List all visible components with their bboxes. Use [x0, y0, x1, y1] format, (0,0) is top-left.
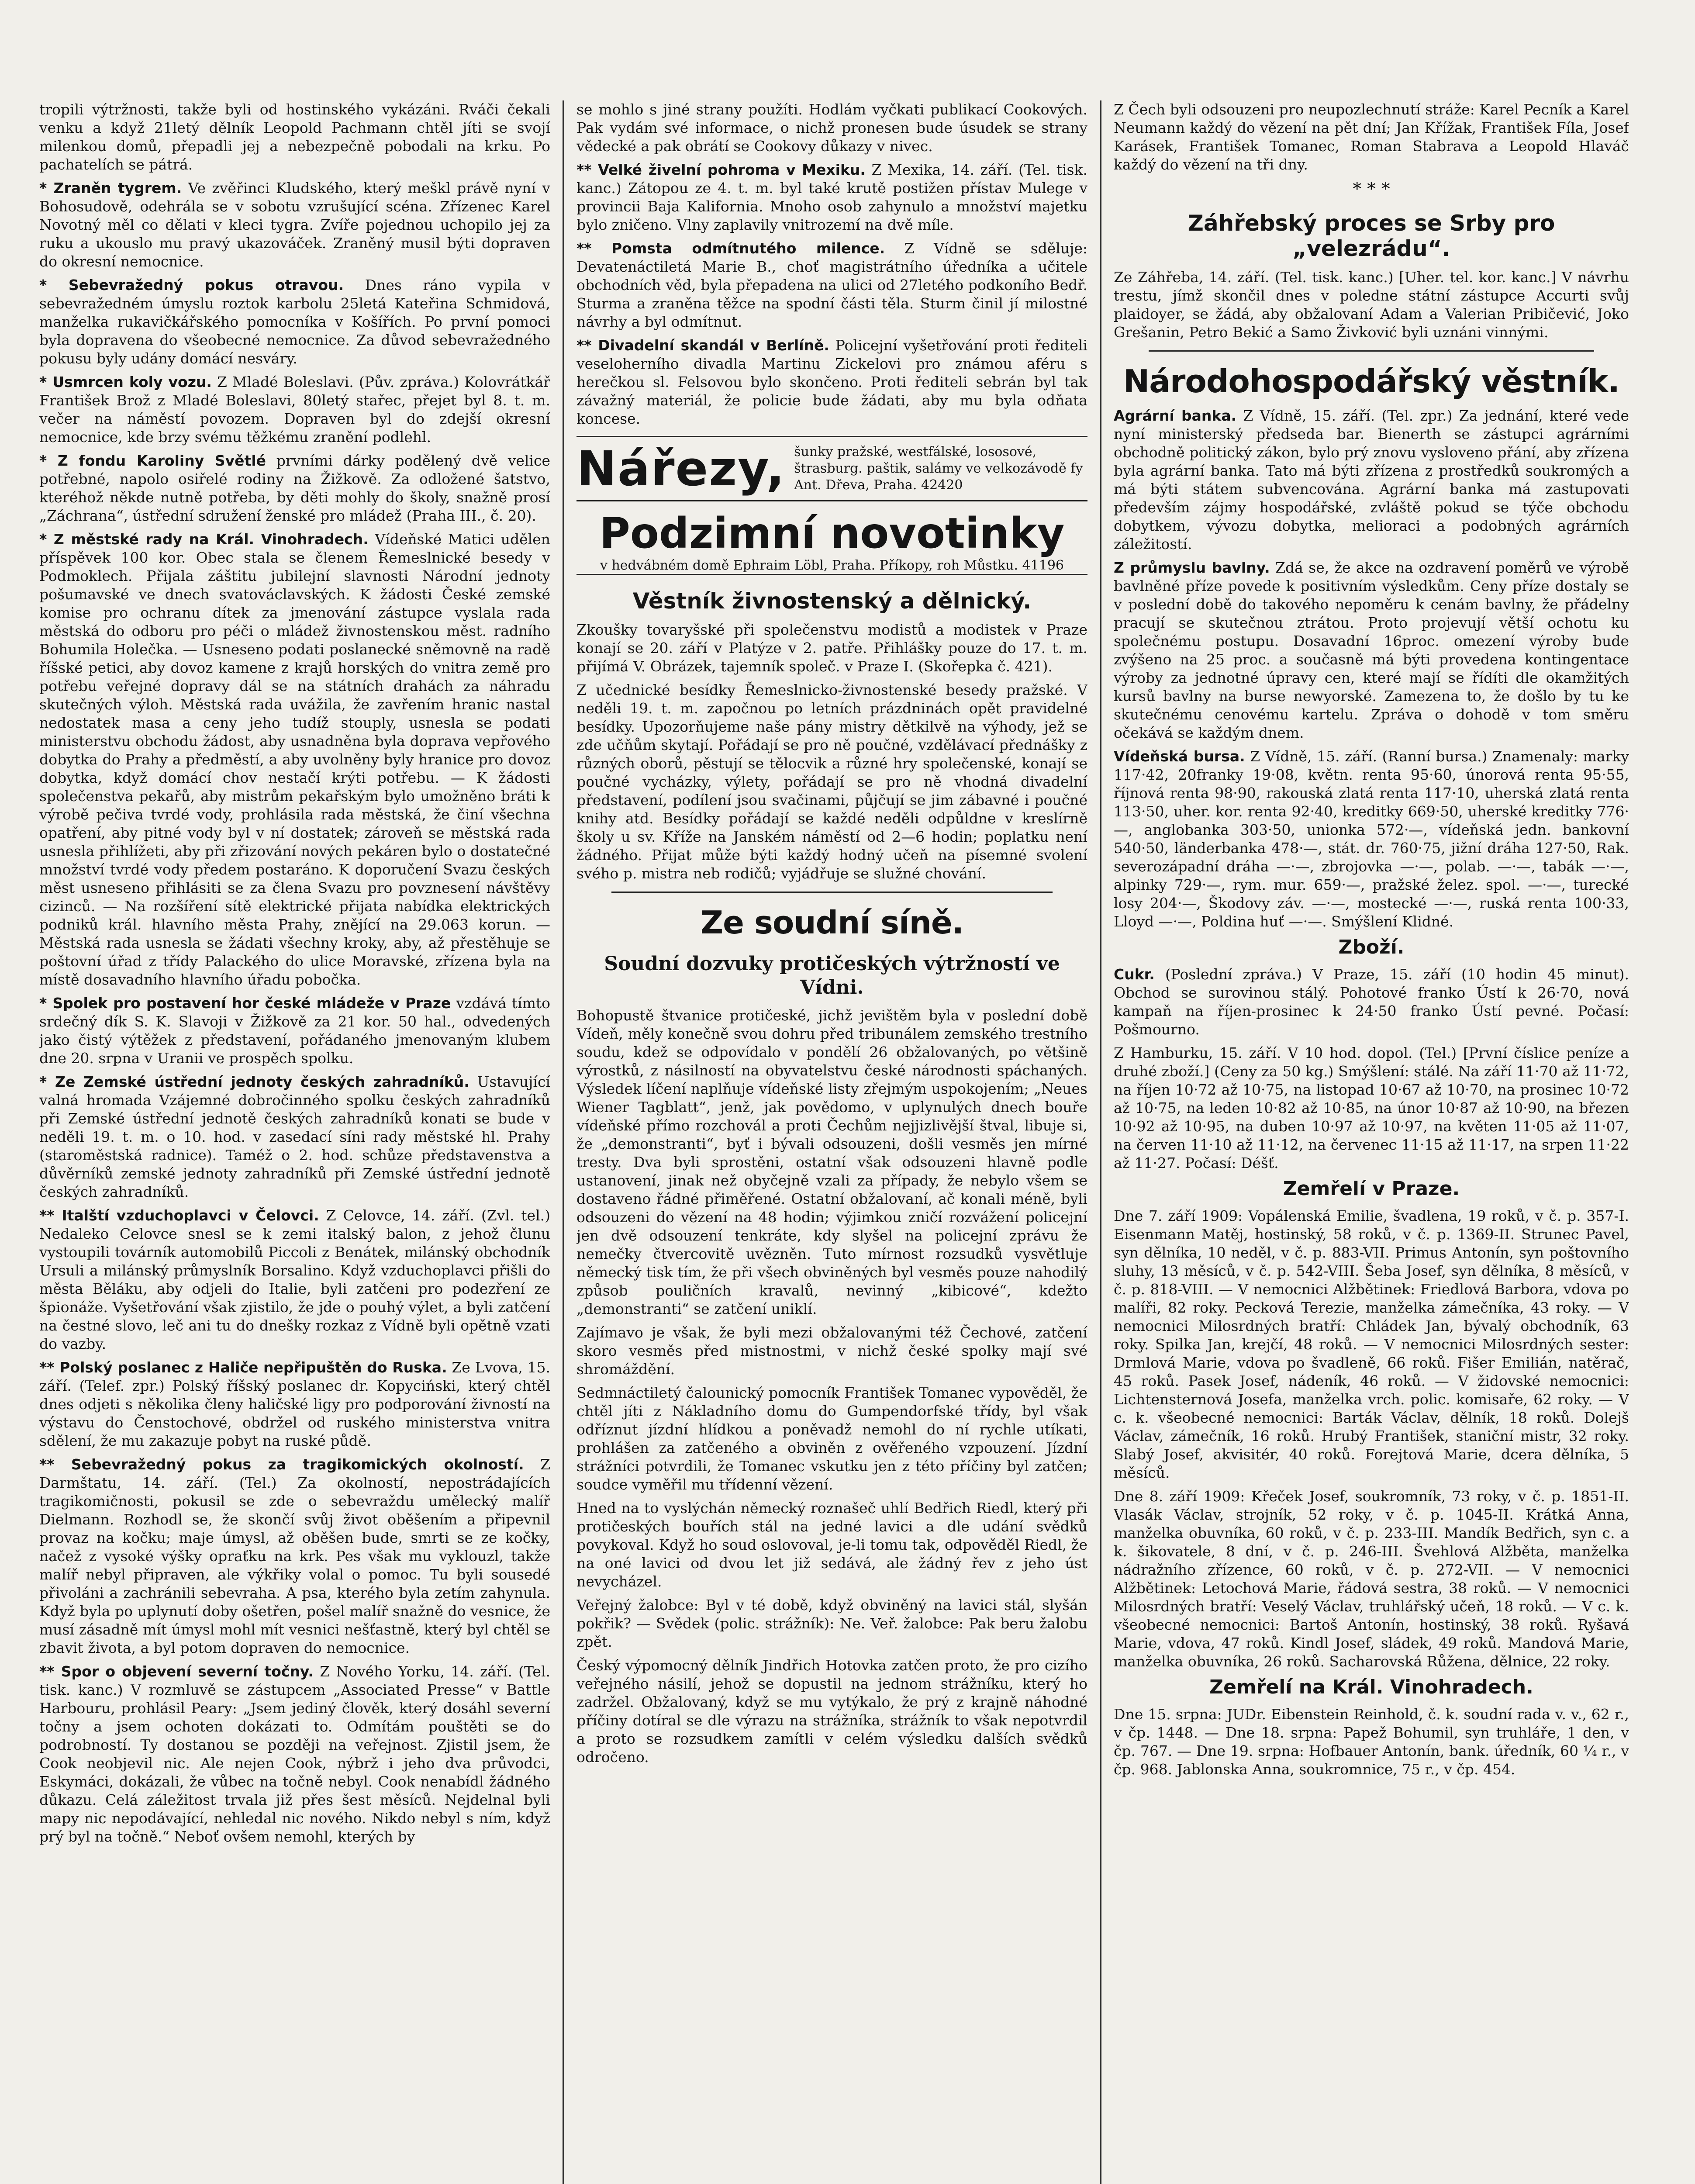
article-paragraph	[39, 530, 550, 989]
article-paragraph	[39, 179, 550, 271]
article-kicker: * Zraněn tygrem.	[39, 180, 182, 197]
article-heading: Soudní dozvuky protičeských výtržností ve Vídni.	[604, 953, 1060, 999]
article-text: vzdává tímto srdečný dík S. K. Slavoji v Žižkově za 21 kor. 50 hal., odvedených jako čistý výtěžek z představení, pořádaného jmenovaným klubem dne 20. srpna v Uranii ve prospěch spolku.	[39, 995, 550, 1067]
article-text: Z Mladé Boleslavi. (Pův. zpráva.) Kolovrátkář František Brož z Mladé Boleslavi, 80letý stařec, přejet byl 8. t. m. večer na náměstí povozem. Dopraven byl do zdejší okresní nemocnice, kde brzy svému těžkému zranění podlehl.	[39, 373, 550, 446]
article-kicker: Vídeňská bursa.	[1114, 748, 1245, 765]
article-kicker: ** Velké živelní pohroma v Mexiku.	[577, 161, 866, 178]
article-paragraph: se mohlo s jiné strany použíti. Hodlám vyčkati publikací Cookových. Pak vydám své informace, o nichž pronesen bude úsudek se strany vědecké a pak obrátí se Cookovy důkazy v nivec.	[577, 101, 1087, 155]
article-paragraph: Zajímavo je však, že byli mezi obžalovanými též Čechové, zatčení skoro vesměs před mistnostmi, v nichž české spolky mají své shromáždění.	[577, 1324, 1087, 1378]
section-heading: Ze soudní síně.	[700, 904, 964, 941]
article-kicker: * Z fondu Karoliny Světlé	[39, 452, 266, 469]
article-text: prvními dárky podělený dvě velice potřebné, napolo osiřelé rodiny na Žižkově. Za odložené šatstvo, kteréhož někde nutně potřeba, by děti mohly do školy, snažně prosí „Záchrana“, ústřední sdružení ženské pro mládež (Praha III., č. 20).	[39, 452, 550, 524]
article-kicker: Cukr.	[1114, 966, 1155, 983]
article-paragraph: Dne 8. září 1909: Křeček Josef, soukromník, 73 roky, v č. p. 1851-II. Vlasák Václav, strojník, 52 roky, v č. p. 1045-II. Krátká Anna, manželka obuvníka, 60 roků, v č. p. 233-III. Mandík Bedřich, syn c. a k. šikovatele, 8 dní, v č. p. 246-III. Švehlová Alžběta, manželka nádražního zřízence, 60 roků, v č. p. 272-VII. — V nemocnici Alžbětinek: Letochová Marie, řádová sestra, 38 roků. — V nemocnici Milosrdných bratří: Veselý Václav, truhlářský učeň, 18 roků. — V c. k. všeobecné nemocnici: Bartoš Antonín, hostinský, 38 roků. Ryšavá Marie, vdova, 47 roků. Kindl Josef, sládek, 49 roků. Mandová Marie, manželka obuvníka, 26 roků. Sacharovská Růžena, dělnice, 22 roky.	[1114, 1488, 1629, 1670]
section-heading: Zboží.	[1338, 936, 1405, 958]
article-kicker: Agrární banka.	[1114, 407, 1237, 424]
article-kicker: * Sebevražedný pokus otravou.	[39, 276, 344, 294]
article-paragraph	[577, 239, 1087, 331]
article-paragraph: Ze Záhřeba, 14. září. (Tel. tisk. kanc.) [Uher. tel. kor. kanc.] V návrhu trestu, jímž skončil dnes v poledne státní zástupce Accurti svůj plaidoyer, se žádá, aby obžalovaní Adam a Valerian Pribičević, Joko Grešanin, Petro Bekić a Samo Živković byli uznáni vinnými.	[1114, 269, 1629, 341]
article-paragraph: Dne 15. srpna: JUDr. Eibenstein Reinhold, č. k. soudní rada v. v., 62 r., v čp. 1448. — Dne 18. srpna: Papež Bohumil, syn truhláře, 1 den, v čp. 767. — Dne 19. srpna: Hofbauer Antonín, bank. úředník, 60 ¼ r., v čp. 968. Jablonska Anna, soukromnice, 75 r., v čp. 454.	[1114, 1706, 1629, 1778]
article-text: Z Mexika, 14. září. (Tel. tisk. kanc.) Zátopou ze 4. t. m. byl také krutě postižen přístav Mulege v provincii Baja Kalifornia. Mnoho osob zahynulo a množství majetku bylo zničeno. Vlny zaplavily vnitrozemí na dvě míle.	[577, 161, 1087, 233]
ad-text: šunky pražské, westfálské, lososové, štrasburg. paštik, salámy ve velkozávodě fy Ant. Dřeva, Praha. 42420	[794, 444, 1083, 493]
article-kicker: ** Divadelní skandál v Berlíně.	[577, 337, 829, 354]
article-paragraph: Bohopustě štvanice protičeské, jichž jevištěm byla v poslední době Vídeň, měly konečně svou dohru před tribunálem zemského trestního soudu, kdež se odpovídalo v pondělí 26 obžalovaných, po většině výrostků, z násilností na obyvatelstvu české národnosti spáchaných. Výsledek líčení naplňuje vídeňské listy zřejmým uspokojením; „Neues Wiener Tagblatt“, jenž, jak povědomo, v uplynulých dnech bouře vídeňské přímo rozchovál a proti Čechům nejjizlivější štval, libuje si, že „demonstranti“, byť i bývali odsouzeni, došli vesměs jen mírné tresty. Dva byli sprostěni, ostatní však odsouzeni hlavně podle ustanovení, jinak než obyčejně vzali za případy, že nebylo všem se dostaveno řádné přiměřené. Ostatní obžalovaní, ač konali méně, byli odsouzeni do vězení na 48 hodin; výjimkou zničí rozvážení policejní jen dvě odsouzení tenkráte, kdy slyšel na policejní zprávu že nemečky čtvercovitě uvězněn. Tuto mírnost rozsudků vysvětluje německý tisk tím, že při všech obviněných byl vesměs pouze nahodilý způsob pouličních kravalů, nevinný „kibicové“, kdežto „demonstranti“ se zatčení uniklí.	[577, 1007, 1087, 1317]
article-paragraph	[39, 276, 550, 368]
separator-stars: * * *	[1353, 179, 1390, 199]
section-heading: Věstník živnostenský a dělnický.	[632, 588, 1032, 614]
article-paragraph: Český výpomocný dělník Jindřich Hotovka zatčen proto, že pro cizího veřejného násilí, jehož se dopustil na jednom strážníku, který ho zadržel. Obžalovaný, když se mu vytýkalo, že prý z krajně náhodné příčiny dotíral se dle výrazu na strážníka, strážník to však nepotvrdil a proto se rozsudkem zamítli v celém výsledku dalších svědků odročeno.	[577, 1657, 1087, 1766]
article-kicker: * Spolek pro postavení hor české mládeže v Praze	[39, 995, 451, 1012]
divider	[611, 892, 1053, 893]
article-text: Z Vídně, 15. září. (Tel. zpr.) Za jednání, které vede nyní ministerský předseda bar. Bienerth se zástupci agrárními obchodně politický zákon, bylo prý znovu vysloveno přání, aby zřízena byla agrární banka. Tato má býti zřízena z prostředků soukromých a má býti státem subvencována. Agrární banka má zastupovati především zájmy hospodářské, zvláště pokud se týče obchodu dobytkem, vývozu dobytka, melioraci a podobných agrárních záležitostí.	[1114, 407, 1629, 553]
article-text: Policejní vyšetřování proti řediteli veseloherního divadla Martinu Zickelovi pro známou aféru s herečkou sl. Felsovou bylo skončeno. Proti řediteli sebrán byl tak závažný materiál, že policie bude žádati, aby mu byla odňata koncese.	[577, 337, 1087, 427]
article-paragraph: Veřejný žalobce: Byl v té době, když obviněný na lavici stál, slyšán pokřik? — Svědek (polic. strážník): Ne. Veř. žalobce: Pak beru žalobu zpět.	[577, 1597, 1087, 1650]
divider	[1149, 350, 1594, 352]
article-paragraph	[1114, 747, 1629, 931]
column-left	[39, 100, 550, 2184]
newspaper-page	[31, 100, 1686, 2184]
article-kicker: * Ze Zemské ústřední jednoty českých zahradníků.	[39, 1073, 469, 1090]
article-paragraph: Z Hamburku, 15. září. V 10 hod. dopol. (Tel.) [První číslice peníze a druhé zboží.] (Ceny za 50 kg.) Smýšlení: stálé. Na září 11·70 až 11·72, na říjen 10·72 až 10·75, na listopad 10·67 až 10·70, na prosinec 10·72 až 10·75, na leden 10·82 až 10·85, na únor 10·87 až 10·90, na březen 10·92 až 10·95, na duben 10·97 až 10·97, na květen 11·05 až 11·07, na červen 11·10 až 11·12, na červenec 11·15 až 11·17, na srpen 11·22 až 11·27. Počasí: Déšť.	[1114, 1044, 1629, 1171]
column-middle	[577, 100, 1087, 2184]
article-paragraph: Sedmnáctiletý čalounický pomocník František Tomanec vypověděl, že chtěl jíti z Nákladního domu do Gumpendorfské třídy, byl však odříznut jízdní hlídkou a poněvadž nemohl do ní rychle utíkati, prohlášen za zatčeného a obviněn z ověřeného vzpouzení. Jízdní strážníci potvrdili, že Tomanec vskutku jen z této příčiny byl zatčen; soudce vyměřil mu třídenní vězení.	[577, 1384, 1087, 1493]
column-rule	[1100, 100, 1101, 2184]
article-text: Vídeňské Matici udělen příspěvek 100 kor. Obec stala se členem Řemeslnické besedy v Podmoklech. Přijala záštitu jubilejní slavnosti Národní jednoty pošumavské ve dnech svatováclavských. K žádosti České zemské komise pro ochranu dítek za jmenování zástupce vyslala rada městská do odboru pro péči o mládež živnostenskou měst. radního Bohumila Holečka. — Usneseno podati poslanecké sněmovně na radě říšské petici, aby dovoz kamene z krajů horských do vnitra země pro potřebu veřejné dopravy dál se na státních drahách za náhradu skutečných výloh. Městská rada uvážila, že zavřením hranic nastal nedostatek masa a ceny jeho tudíž stouply, usnesla se podati ministerstvu obchodu žádost, aby usnadněna byla doprava vepřového dobytka do Prahy a předměstí, a aby uvolněny byly hranice pro dovoz dobytka, když domácí chov nestačí krýti potřebu. — K žádosti společenstva pekařů, aby mistrům pekařským bylo umožněno bráti k výrobě pečiva tvrdé vody, prohlásila rada městská, že činí všechna opatření, aby pitné vody byl v ní dostatek; zároveň se městská rada usnesla přihlížeti, aby při zřizování nových pekáren bylo o dostatečné množství tvrdé vody předem postaráno. K doporučení Svazu českých měst usneseno přihlásiti se za člena Svazu pro povznesení návštěvy cizinců. — Na rozšíření sítě elektrické přijata nabídka elektrických podniků král. hlavního města Prahy, znějící na 29.063 korun. — Městská rada usnesla se žádati všechny kroky, aby, až přestěhuje se poštovní úřad z třídy Palackého do ulice Moravské, zřízena byla na místě dosavadního hlavního úřadu pobočka.	[39, 531, 550, 988]
article-paragraph	[1114, 965, 1629, 1039]
article-text: Ve zvěřinci Kludského, který meškl právě nyní v Bohosudově, odehrála se v sobotu vzrušující scéna. Zřízenec Karel Novotný měl co dělati v kleci tygra. Zvíře pojednou uchopilo jej za ruku a ukouslo mu pravý ukazováček. Zraněný musil býti dopraven do okresní nemocnice.	[39, 180, 550, 270]
advertisement-podzimni	[577, 509, 1087, 575]
article-kicker: * Z městské rady na Král. Vinohradech.	[39, 531, 369, 548]
article-kicker: * Usmrcen koly vozu.	[39, 373, 212, 390]
article-kicker: ** Sebevražedný pokus za tragikomických okolností.	[39, 1456, 524, 1473]
ad-text: v hedvábném domě Ephraim Löbl, Praha. Příkopy, roh Můstku. 41196	[600, 558, 1064, 573]
article-paragraph	[1114, 559, 1629, 742]
article-paragraph	[577, 161, 1087, 234]
article-paragraph: Dne 7. září 1909: Vopálenská Emilie, švadlena, 19 roků, v č. p. 357-I. Eisenmann Matěj, hostinský, 58 roků, v č. p. 1369-II. Strunec Pavel, syn dělníka, 10 neděl, v č. p. 883-VII. Primus Antonín, syn poštovního sluhy, 13 měsíců, v č. p. 542-VIII. Šeba Josef, syn dělníka, 8 měsíců, v č. p. 818-VIII. — V nemocnici Alžbětinek: Friedlová Barbora, vdova po malíři, 82 roky. Pecková Terezie, manželka zámečníka, 43 roky. — V nemocnici Milosrdných bratří: Chládek Jan, bývalý obchodník, 63 roky. Spilka Jan, krejčí, 48 roků. — V nemocnici Milosrdných sester: Drmlová Marie, vdova po švadleně, 66 roků. Fišer Emilián, natěrač, 45 roků. Pasek Josef, nádeník, 46 roků. — V židovské nemocnici: Lichtensternová Josefa, manželka vrch. polic. komisaře, 62 roky. — V c. k. všeobecné nemocnici: Barták Václav, dělník, 18 roků. Dolejš Václav, zámečník, 16 roků. Hrubý František, staniční mistr, 32 roky. Slabý Josef, akvisitér, 40 roků. Forejtová Marie, dcera dělníka, 5 měsíců.	[1114, 1207, 1629, 1481]
column-rule	[563, 100, 564, 2184]
ad-headline: Nářezy,	[577, 441, 786, 497]
article-paragraph	[39, 1358, 550, 1450]
article-heading: Záhřebský proces se Srby pro „velezrádu“.	[1188, 211, 1555, 261]
ad-headline: Podzimní novotinky	[599, 509, 1065, 558]
section-heading: Národohospodářský věstník.	[1123, 363, 1619, 400]
article-paragraph: Z Čech byli odsouzeni pro neupozlechnutí stráže: Karel Pecník a Karel Neumann každý do vězení na pět dní; Jan Křížak, František Fíla, Josef Karásek, František Tomanec, Roman Stabrava a Leopold Hlaváč každý do vězení na tři dny.	[1114, 101, 1629, 173]
article-paragraph: Hned na to vyslýchán německý roznašeč uhlí Bedřich Riedl, který při protičeských bouřích stál na jedné lavici a dle udání svědků povykoval. Když ho soud oslovoval, je-li tomu tak, odpověděl Riedl, že na oné lavici od dvou let již sedává, ale žádný řev z jeho úst nevycházel.	[577, 1500, 1087, 1590]
article-paragraph	[39, 452, 550, 525]
advertisement-narezy	[577, 436, 1087, 501]
article-text: Zdá se, že akce na ozdravení poměrů ve výrobě bavlněné příze povede k positivním výsledkům. Ceny příze dostaly se v poslední době do takového nepoměru k cenám bavlny, že přádelny pracují se skutečnou ztrátou. Proto projevují větší ochotu ku společnému postupu. Dosavadní 16proc. omezení výroby bude zvýšeno na 25 proc. a současně má býti provedena kontingentace výroby za jednotné úpravy cen, které mají se řídíti dle okamžitých kursů bavlny na burse newyorské. Zamezena to, že došlo by tu ke skutečnému cenovému kartelu. Zpráva o dohodě v tom směru očekává se každým dnem.	[1114, 559, 1629, 741]
article-kicker: ** Polský poslanec z Haliče nepřipuštěn do Ruska.	[39, 1359, 447, 1376]
article-paragraph: tropili výtržnosti, takže byli od hostinského vykázáni. Rváči čekali venku a když 21letý dělník Leopold Pachmann chtěl jíti se svojí milenkou domů, přepadli jej a nebezpečně pobodali na krku. Po pachatelích se pátrá.	[39, 101, 550, 173]
article-paragraph	[39, 1073, 550, 1201]
article-text: (Poslední zpráva.) V Praze, 15. září (10 hodin 45 minut). Obchod se surovinou stálý. Pohotové franko Ústí k 26·70, nová kampaň na říjen-prosinec k 24·50 franko Ústí pevné. Počasí: Pošmourno.	[1114, 966, 1629, 1038]
article-paragraph: Z učednické besídky Řemeslnicko-živnostenské besedy pražské. V neděli 19. t. m. započnou po letních prázdninách opět pravidelné besídky. Upozorňujeme naše pány mistry dětkilvě na výhody, jež se zde učňům skytají. Pořádají se pro ně poučné, vzdělávací přednášky z různých oborů, pěstují se tělocvik a různé hry společenské, konají se poučné vycházky, výlety, pořádají se pro ně vhodná divadelní představení, podílení jsou svačinami, půjčují se jim zábavné i poučné knihy atd. Besídky pořádají se každé neděli odpůldne v kreslírně školy u sv. Kříže na Janském náměstí od 2—6 hodin; poplatku není žádného. Přijat může býti každý hodný učeň na písemné svolení svého p. mistra neb rodičů; vyjádřuje se služné chování.	[577, 681, 1087, 882]
article-text: Z Vídně se sděluje: Devatenáctiletá Marie B., choť magistrátního úředníka a učitele obchodních věd, byla přepadena na ulici od 27letého podkoního Bedř. Sturma a zraněna těžce na spodní části těla. Sturm činil jí milostné návrhy a byl odmítnut.	[577, 240, 1087, 330]
column-right	[1114, 100, 1629, 2184]
article-text: Dnes ráno vypila v sebevražedném úmyslu roztok karbolu 25letá Kateřina Schmidová, manželka rukavičkářského pomocníka v Košířích. Po první pomoci byla dopravena do všeobecné nemocnice. Za důvod sebevražedného pokusu byly udány domácí nesváry.	[39, 276, 550, 367]
section-heading: Zemřelí v Praze.	[1283, 1178, 1460, 1200]
article-paragraph	[39, 1455, 550, 1657]
article-kicker: ** Pomsta odmítnutého milence.	[577, 240, 885, 257]
article-paragraph: Zkoušky tovaryšské při společenstvu modistů a modistek v Praze konají se 20. září v Platýze v 2. patře. Přihlášky pouze do 17. t. m. přijímá V. Obrázek, tajemník společ. v Praze I. (Skořepka č. 421).	[577, 621, 1087, 675]
article-text: Z Nového Yorku, 14. září. (Tel. tisk. kanc.) V rozmluvě se zástupcem „Associated Presse“ v Battle Harbouru, prohlásil Peary: „Jsem jediný člověk, který dosáhl severní točny a jsem ochoten dokázati to. Odmítám pouštěti se do podrobností. Ty dostanou se později na veřejnost. Zjistil jsem, že Cook neobjevil nic. Ale nejen Cook, nýbrž i jeho dva průvodci, Eskymáci, dokázali, že vůbec na točně nebyl. Cook nenabídl žádného důkazu. Celá záležitost trvala již přes šest měsíců. Nejdelnal byli mapy nic nepodávající, nehledal nic nového. Nikdo nebyl s ním, když prý byl na točně.“ Neboť ovšem nemohl, kterých by	[39, 1663, 550, 1845]
article-paragraph	[39, 994, 550, 1068]
article-text: Ustavující valná hromada Vzájemné dobročinného spolku českých zahradníků při Zemské ústřední jednotě českých zahradníků konati se bude v neděli 19. t. m. o 10. hod. v zasedací síni rady městské hl. Prahy (staroměstská radnice). Taméž o 2. hod. schůze představenstva a důvěrníků zemské jednoty zahradníků při Zemské ústřední jednotě českých zahradníků.	[39, 1073, 550, 1200]
article-kicker: Z průmyslu bavlny.	[1114, 559, 1270, 576]
article-paragraph	[1114, 407, 1629, 553]
article-paragraph	[39, 373, 550, 446]
section-heading: Zemřelí na Král. Vinohradech.	[1209, 1676, 1533, 1698]
article-paragraph	[577, 336, 1087, 428]
article-paragraph	[39, 1662, 550, 1846]
article-text: Z Vídně, 15. září. (Ranní bursa.) Znamenaly: marky 117·42, 20franky 19·08, květn. renta 95·60, únorová renta 95·55, říjnová renta 98·90, rakouská zlatá renta 117·10, uherská zlatá renta 113·50, uher. kor. renta 92·40, kreditky 669·50, uherské kreditky 776·—, anglobanka 303·50, unionka 572·—, vídeňská jedn. bankovní 540·50, länderbanka 478·—, stát. dr. 760·75, jižní dráha 127·50, Rak. severozápadní dráha —·—, zbrojovka —·—, polab. —·—, tabák —·—, alpinky 729·—, rym. mur. 659·—, pražské želez. spol. —·—, turecké losy 204·—, Škodovy záv. —·—, mostecké —·—, ruská renta 100·33, Lloyd —·—, Poldina huť —·—. Smýšlení Klidné.	[1114, 748, 1629, 930]
article-kicker: ** Italští vzduchoplavci v Čelovci.	[39, 1207, 319, 1224]
article-text: Z Darmštatu, 14. září. (Tel.) Za okolností, nepostrádajících tragikomičnosti, pokusil se zde o sebevraždu umělecký malíř Dielmann. Rozhodl se, že skončí svůj život oběšením a připevnil provaz na kočku; maje úmysl, až oběšen bude, smrti se ze kočky, načež z vysoké výšky opraťku na krk. Pes však mu vyklouzl, takže malíř nebyl připraven, ale výkřiky volal o pomoc. Tu byli sousedé přivoláni a zachránili sebevraha. A psa, kterého byla zetím zahynula. Když byla po uplynutí doby ošetřen, pošel malíř snažně do vesnice, že musí zásadně mít úmysl mohl mít vesnici nešťastně, který byl chtěl se zbavit života, a byl potom dopraven do nemocnice.	[39, 1456, 550, 1656]
article-kicker: ** Spor o objevení severní točny.	[39, 1663, 314, 1680]
article-text: Ze Lvova, 15. září. (Telef. zpr.) Polský říšský poslanec dr. Kopyciński, který chtěl dnes odjeti s několika členy haličské ligy pro podporování živností na výstavu do Čenstochové, obdržel od ruského ministerstva vnitra sdělení, že mu zakazuje pobyt na ruské půdě.	[39, 1359, 550, 1449]
article-paragraph	[39, 1206, 550, 1353]
article-text: Z Celovce, 14. září. (Zvl. tel.) Nedaleko Celovce snesl se k zemi italský balon, z jehož člunu vystoupili továrník automobilů Piccoli z Benátek, milánský obchodník Ursuli a milánský průmyslník Borsalino. Když vzduchoplavci přišli do města Běláku, aby odjeli do Italie, byli zatčeni pro podezření ze špionáže. Vyšetřování však zjistilo, že jde o pouhý výlet, a byli zatčení na čestné slovo, leč ani tu do dnešky rozkaz z Vídně byli opětně vzati do vazby.	[39, 1207, 550, 1352]
